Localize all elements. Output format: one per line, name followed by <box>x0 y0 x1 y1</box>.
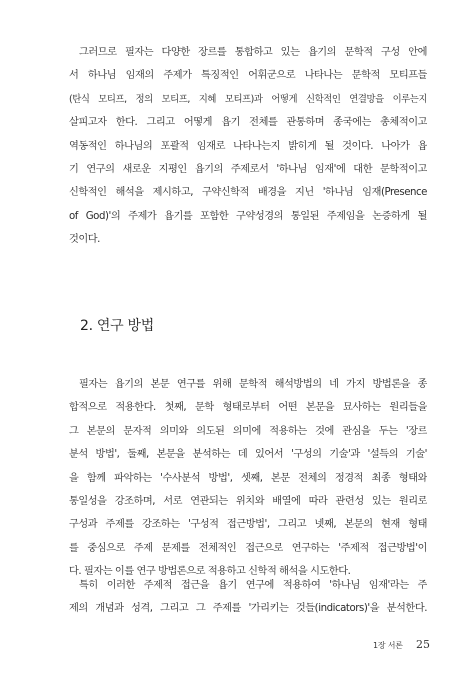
text-line: 구성과 주제를 강조하는 '구성적 접근방법', 그리고 넷째, 본문의 현재 형태 <box>69 519 427 531</box>
text-line: 다. 필자는 이를 연구 방법론으로 적용하고 신학적 해석을 시도한다. <box>69 566 351 578</box>
section-heading: 2. 연구 방법 <box>80 318 154 334</box>
paragraph-methodology <box>69 373 427 584</box>
text-line: 통일성을 강조하며, 서로 연관되는 위치와 배열에 따라 관련성 있는 원리로 <box>69 496 427 508</box>
paragraph-thematic-approach <box>69 574 427 621</box>
text-line: 특히 이러한 주제적 접근을 욥기 연구에 적용하여 '하나님 임재'라는 주 <box>79 580 427 591</box>
text-line: 분석 방법', 둘째, 본문을 분석하는 데 있어서 '구성의 기술'과 '설득의 기술' <box>69 449 427 461</box>
page-number: 25 <box>416 638 430 651</box>
page-footer <box>373 638 430 651</box>
text-line: 살피고자 한다. 그리고 어떻게 욥기 전체를 관통하며 종국에는 총체적이고 <box>69 117 427 129</box>
text-line: 것이다. <box>69 234 100 246</box>
text-line: 필자는 욥기의 본문 연구를 위해 문학적 해석방법의 네 가지 방법론을 종 <box>79 379 427 390</box>
text-line: 신학적인 해석을 제시하고, 구약신학적 배경을 지닌 '하나님 임재(Presence <box>69 187 427 199</box>
text-line: 제의 개념과 성격, 그리고 그 주제를 '가리키는 것들(indicators)'을 분석한다. <box>69 603 427 615</box>
text-line: 그러므로 필자는 다양한 장르를 통합하고 있는 욥기의 문학적 구성 안에 <box>79 47 427 58</box>
text-line: (탄식 모티프, 정의 모티프, 지혜 모티프)과 어떻게 신학적인 연결망을 이루는지 <box>69 93 427 105</box>
chapter-label: 1장 서론 <box>372 641 403 650</box>
text-line: of God)'의 주제가 욥기를 포함한 구약성경의 통일된 주제임을 논증하게 될 <box>69 210 427 222</box>
text-line: 서 하나님 임재의 주제가 특징적인 어휘군으로 나타나는 문학적 모티프들 <box>69 70 427 82</box>
text-line: 합적으로 적용한다. 첫째, 문학 형태로부터 어떤 본문을 묘사하는 원리들을 <box>69 402 427 414</box>
paragraph-intro-conclusion <box>69 41 427 252</box>
text-line: 역동적인 하나님의 포괄적 임재로 나타나는지 밝히게 될 것이다. 나아가 욥 <box>69 140 427 152</box>
text-line: 을 함께 파악하는 '수사분석 방법', 셋째, 본문 전체의 정경적 최종 형태와 <box>69 472 427 484</box>
text-line: 를 중심으로 주제 문제를 전체적인 접근으로 연구하는 '주제적 접근방법'이 <box>69 542 427 554</box>
text-line: 그 본문의 문자적 의미와 의도된 의미에 적용하는 것에 관심을 두는 '장르 <box>69 425 427 437</box>
text-line: 기 연구의 새로운 지평인 욥기의 주제로서 '하나님 임재'에 대한 문학적이고 <box>69 164 427 176</box>
